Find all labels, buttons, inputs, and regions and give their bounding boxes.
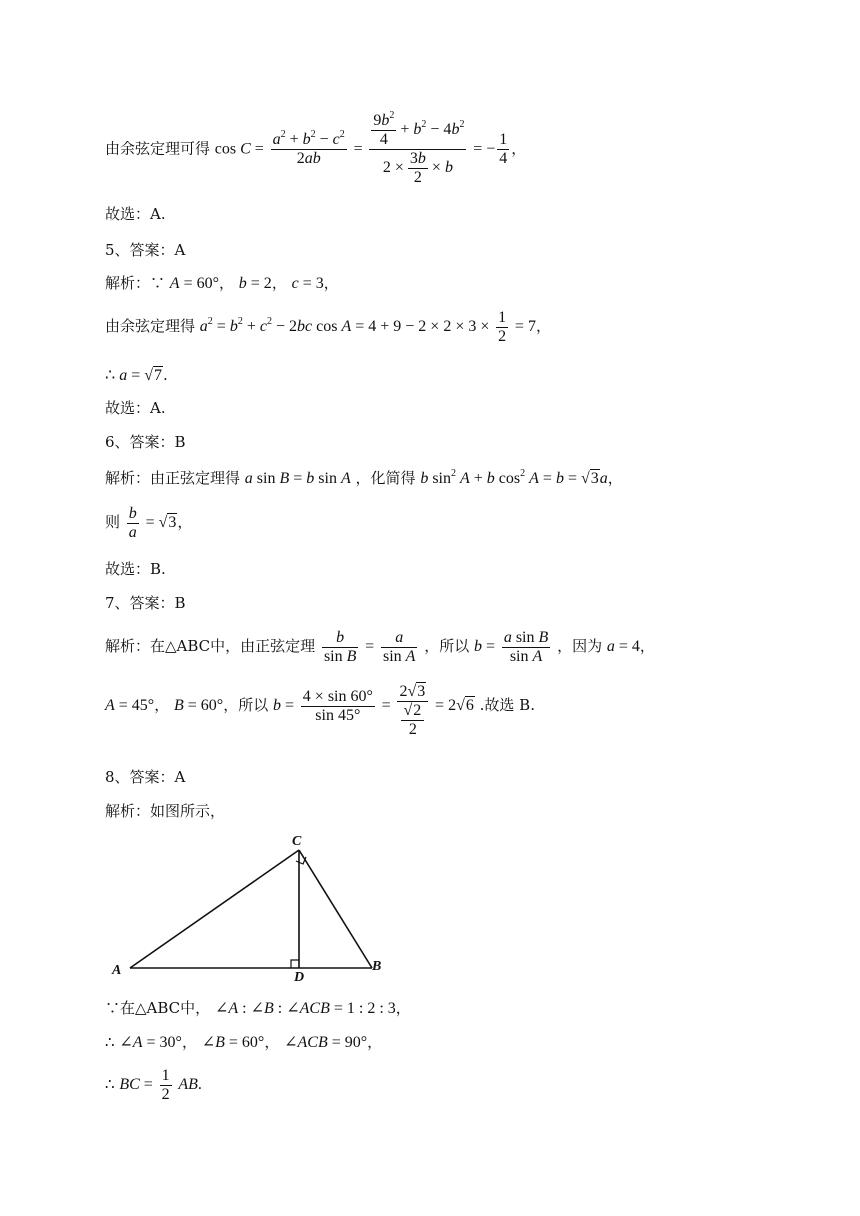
question-8-angles: ∴ ∠A = 30°， ∠B = 60°， ∠ACB = 90°，	[105, 1033, 383, 1051]
question-8-ratio: ∵在△ABC中， ∠A : ∠B : ∠ACB = 1 : 2 : 3，	[105, 999, 411, 1017]
question-7-answer: 7、答案：B	[105, 594, 186, 612]
side-bc	[299, 850, 372, 968]
question-5-answer: 5、答案：A	[105, 241, 186, 259]
equation-cos-c: 由余弦定理可得 cos C = $\frac{a^2 + b^2 - c^2}{2ab}$ = $\frac{9b^2}{4}$ + $b^2 - 4b^2$ 2 × $\frac{3b}{2}$ × b = − $\frac{1}{4}$ ，	[105, 110, 527, 186]
question-6-sine-law: 解析：由正弦定理得 a sin B = b sin A ，化简得 b $\sin^2 A + b$ $\cos^2 A = b = √3a$，	[105, 468, 623, 487]
answer-choice-6: 故选：B.	[105, 560, 166, 578]
label-b: B	[372, 959, 382, 974]
triangle-figure	[108, 826, 398, 981]
question-5-given: 解析：∵ A = 60°， b = 2， c = 3，	[105, 274, 339, 292]
label-c: C	[292, 834, 302, 849]
question-6-answer: 6、答案：B	[105, 433, 186, 451]
question-5-result: ∴ a = √7.	[105, 366, 168, 384]
question-7-sine-law: 解析：在△ABC中，由正弦定理 $\frac{b}{\text{sin B}}$ = $\frac{a}{\text{sin A}}$ ，所以 b = $\frac{\text{a sin B}}{\text{sin A}}$ ，因为 a = 4，	[105, 628, 655, 665]
side-ac	[130, 850, 299, 968]
question-8-intro: 解析：如图所示，	[105, 802, 226, 820]
question-8-answer: 8、答案：A	[105, 768, 186, 786]
question-7-computation: A = 45°， B = 60°，所以 b = $\frac{4 \times \sin 60^\circ}{\sin 45^\circ}$ = $\frac{2√3}{\frac{√2}{2}}$ = 2√6 .故选 B.	[105, 682, 535, 738]
label-d: D	[294, 970, 305, 981]
label-a: A	[112, 963, 122, 978]
question-5-cosine-law: 由余弦定理得 $a^2 = b^2 + c^2 - 2bc$ cos A = 4 + 9 − 2 × 2 × 3 × $\frac{1}{2}$ = 7，	[105, 308, 551, 345]
answer-choice-4: 故选：A.	[105, 205, 166, 223]
answer-choice-5: 故选：A.	[105, 399, 166, 417]
question-8-bc: ∴ BC = $\frac{1}{2}$ AB.	[105, 1066, 202, 1103]
question-6-ratio: 则 $\frac{b}{a}$ = √3，	[105, 504, 193, 541]
right-angle-mark-d	[291, 960, 299, 968]
